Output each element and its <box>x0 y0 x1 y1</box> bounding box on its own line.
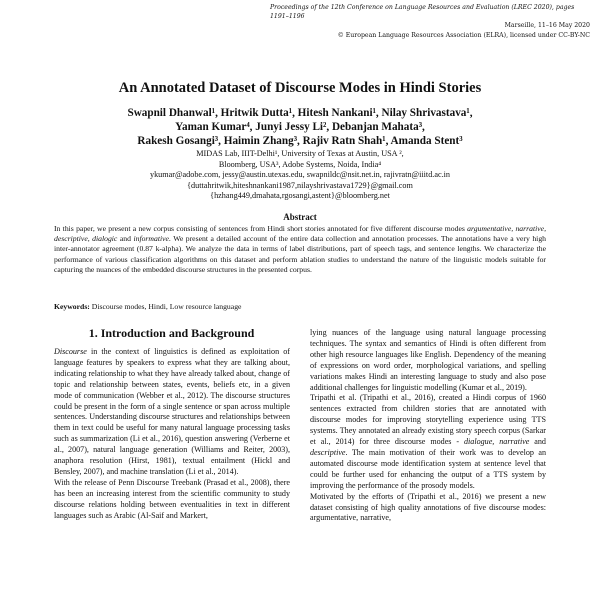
abstract-heading: Abstract <box>283 212 317 222</box>
mode-terms: descriptive <box>310 447 346 457</box>
paragraph <box>54 347 290 478</box>
paragraph-text: in the context of linguistics is defined as exploitation of language features by speakers to express what they are talking about, indicating relationship to what they have already talked about, change of topic and relationship between states, events, beliefs etc, in a given mode of communication (Webber et al., 2012). The discourse structures could be present in the form of a single sentence or span across multiple sentences. Understanding discourse structures and relationships between them in text could be useful for many natural language processing tasks such as summarization (Li et al., 2016), question answering (Verberne et al., 2007), natural language generation (Williams and Reiter, 2003), anaphora resolution (Hirst, 1981), textual entailment (Hickl and Bensley, 2007), and machine translation (Li et al., 2014). <box>54 347 290 476</box>
section-heading: 1. Introduction and Background <box>88 326 255 340</box>
author-list <box>60 106 540 148</box>
paragraph: Motivated by the efforts of (Tripathi et al., 2016) we present a new dataset consisting of high quality annotations of five discourse modes: argumentative, narrative, <box>310 491 546 523</box>
email-line: ykumar@adobe.com, jessy@austin.utexas.edu, swapnildc@nsit.net.in, rajivratn@iiitd.ac.in <box>149 170 451 179</box>
header-conference: Proceedings of the 12th Conference on Language Resources and Evaluation (LREC 2020), pages 1191–1196 <box>270 4 575 21</box>
abstract-body <box>54 224 546 275</box>
proceedings-header <box>270 3 590 40</box>
paragraph-text: and <box>529 437 546 447</box>
paragraph: With the release of Penn Discourse Treebank (Prasad et al., 2008), there has been an increasing interest from the scientific community to study discourse relations holding between eventualities in text in different languages such as Arabic (Al-Saif and Markert, <box>54 477 290 520</box>
abstract-text: In this paper, we present a new corpus consisting of sentences from Hindi short stories annotated for five different discourse modes <box>54 224 468 233</box>
author-line: Rakesh Gosangi³, Haimin Zhang³, Rajiv Ratn Shah¹, Amanda Stent³ <box>137 135 463 147</box>
keywords-text: Discourse modes, Hindi, Low resource language <box>89 302 242 311</box>
term-discourse: Discourse <box>54 347 87 356</box>
paragraph-text: Tripathi et al. (Tripathi et al., 2016), created a Hindi corpus of 1960 sentences extracted from children stories that are annotated with discourse modes for improving storytelling experience using TTS systems. They annotated an already existing story speech corpus (Sarkar et al., 2014) for three discourse modes - <box>310 393 546 447</box>
paper-title: An Annotated Dataset of Discourse Modes in Hindi Stories <box>118 80 482 96</box>
author-line: Swapnil Dhanwal¹, Hritwik Dutta¹, Hitesh Nankani¹, Nilay Shrivastava¹, <box>127 107 473 119</box>
keywords-label: Keywords: <box>54 302 90 311</box>
right-column <box>310 328 546 524</box>
paragraph-text: . The main motivation of their work was to develop an automated discourse mode identification system at sentence level that could be further used for enhancing the output of a TTS system by improving the performance of the prosody models. <box>310 447 546 490</box>
affiliation-line: MIDAS Lab, IIIT-Delhi¹, University of Texas at Austin, USA ², <box>196 149 404 158</box>
abstract-modes: argumentative, narrative, descriptive, dialogic <box>54 224 546 244</box>
affiliations <box>60 149 540 202</box>
keywords <box>54 302 546 311</box>
left-column <box>54 347 290 522</box>
affiliation-line: Bloomberg, USA³, Adobe Systems, Noida, India⁴ <box>218 159 382 169</box>
abstract-text: . We present a detailed account of the entire data collection and annotation processes. The annotations have a very high inter-annotator agreement (0.87 k-alpha). We analyze the data in terms of label distributions, part of speech tags, and sentence lengths. We characterize the performance of various classification algorithms on this dataset and perform ablation studies to understand the nature of the linguistic models suitable for capturing the nuances of the embedded discourse structures in the presented corpus. <box>54 234 547 274</box>
header-license: © European Language Resources Association (ELRA), licensed under CC-BY-NC <box>337 31 590 39</box>
email-line: {duttahritwik,hiteshnankani1987,nilayshrivastava1729}@gmail.com <box>187 180 413 190</box>
paragraph <box>310 393 546 491</box>
author-line: Yaman Kumar⁴, Junyi Jessy Li², Debanjan Mahata³, <box>175 121 425 133</box>
header-location: Marseille, 11–16 May 2020 <box>504 22 590 30</box>
abstract-modes: informative <box>133 234 169 244</box>
paragraph: lying nuances of the language using natural language processing techniques. The syntax and semantics of Hindi is often different from other high resource languages like English. Dependency of the meaning of expressions on word order, morphological variations, and spelling variations makes Hindi an interesting language to study and also pose additional challenges for linguistic modelling (Kumar et al., 2019). <box>310 328 546 392</box>
mode-terms: dialogue, narrative <box>463 437 530 447</box>
email-line: {hzhang449,dmahata,rgosangi,astent}@bloomberg.net <box>210 191 390 200</box>
abstract-text: and <box>117 234 134 244</box>
